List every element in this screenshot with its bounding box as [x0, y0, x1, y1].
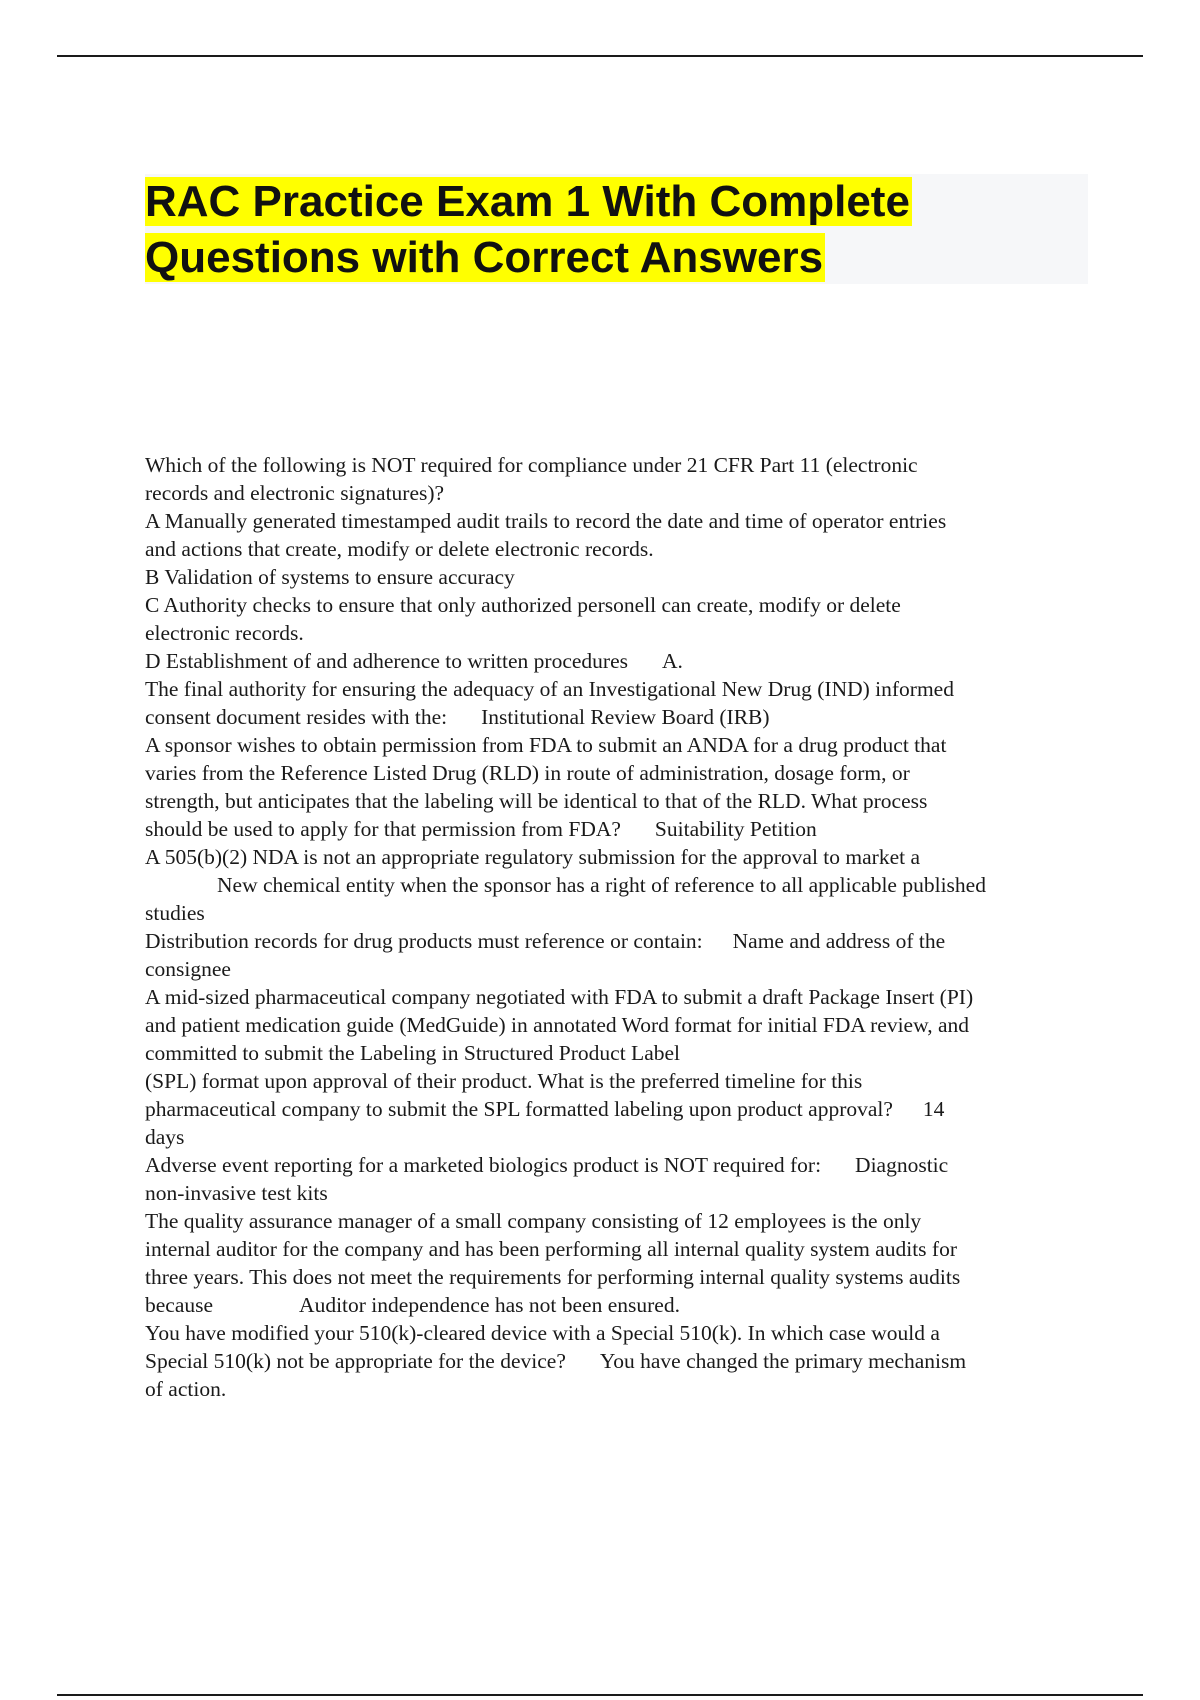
text-line: three years. This does not meet the requirements for performing internal quality systems audits — [145, 1265, 961, 1289]
answer-text: New chemical entity when the sponsor has a right of reference to all applicable published — [217, 873, 986, 897]
title-line-2: Questions with Correct Answers — [145, 233, 824, 282]
answer-text: 14 — [922, 1097, 945, 1121]
answer-text: Institutional Review Board (IRB) — [481, 705, 770, 729]
text-line: Distribution records for drug products must reference or contain: Name and address of the — [145, 929, 946, 953]
text-line: varies from the Reference Listed Drug (RLD) in route of administration, dosage form, or — [145, 761, 910, 785]
text-line: and patient medication guide (MedGuide) in annotated Word format for initial FDA review, and — [145, 1013, 970, 1037]
text-line — [145, 1123, 1095, 1151]
answer-text: consignee — [145, 957, 231, 981]
text-line: B Validation of systems to ensure accuracy — [145, 565, 515, 589]
text-line: should be used to apply for that permission from FDA? Suitability Petition — [145, 817, 817, 841]
text-line: strength, but anticipates that the labeling will be identical to that of the RLD. What process — [145, 789, 928, 813]
text-line: and actions that create, modify or delete electronic records. — [145, 537, 654, 561]
text-line — [145, 1375, 1095, 1403]
answer-text: of action. — [145, 1377, 227, 1401]
answer-text: Diagnostic — [855, 1153, 949, 1177]
text-line: The final authority for ensuring the adequacy of an Investigational New Drug (IND) informed — [145, 677, 954, 701]
answer-text: Name and address of the — [732, 929, 946, 953]
answer-text: studies — [145, 901, 205, 925]
answer-text: A. — [661, 649, 683, 673]
text-line — [145, 871, 1095, 899]
text-line: Which of the following is NOT required for compliance under 21 CFR Part 11 (electronic — [145, 453, 918, 477]
text-line: internal auditor for the company and has been performing all internal quality system audits for — [145, 1237, 957, 1261]
text-line: electronic records. — [145, 621, 304, 645]
text-line: Special 510(k) not be appropriate for the device? You have changed the primary mechanism — [145, 1349, 967, 1373]
answer-text: Auditor independence has not been ensured. — [299, 1293, 680, 1317]
title-line-1: RAC Practice Exam 1 With Complete — [145, 177, 910, 226]
text-line — [145, 899, 1095, 927]
document-body — [145, 451, 1095, 1403]
text-line: A Manually generated timestamped audit trails to record the date and time of operator entries — [145, 509, 947, 533]
text-line: C Authority checks to ensure that only authorized personell can create, modify or delete — [145, 593, 901, 617]
text-line: Adverse event reporting for a marketed biologics product is NOT required for: Diagnostic — [145, 1153, 949, 1177]
answer-text: non-invasive test kits — [145, 1181, 328, 1205]
text-line: records and electronic signatures)? — [145, 481, 445, 505]
page-title — [145, 174, 1088, 286]
top-rule — [57, 55, 1143, 57]
text-line: committed to submit the Labeling in Structured Product Label — [145, 1041, 681, 1065]
text-line: D Establishment of and adherence to written procedures A. — [145, 649, 683, 673]
text-line — [145, 1179, 1095, 1207]
title-block — [145, 174, 1088, 284]
text-line: A 505(b)(2) NDA is not an appropriate regulatory submission for the approval to market a — [145, 845, 921, 869]
text-line — [145, 955, 1095, 983]
text-line: pharmaceutical company to submit the SPL formatted labeling upon product approval? 14 — [145, 1097, 945, 1121]
text-line: A mid-sized pharmaceutical company negotiated with FDA to submit a draft Package Insert (PI) — [145, 985, 974, 1009]
text-line: A sponsor wishes to obtain permission from FDA to submit an ANDA for a drug product that — [145, 733, 947, 757]
bottom-rule — [57, 1694, 1143, 1696]
text-line: consent document resides with the: Institutional Review Board (IRB) — [145, 705, 770, 729]
text-line: You have modified your 510(k)-cleared device with a Special 510(k). In which case would a — [145, 1321, 940, 1345]
text-line: because Auditor independence has not been ensured. — [145, 1293, 680, 1317]
text-line: The quality assurance manager of a small company consisting of 12 employees is the only — [145, 1209, 922, 1233]
text-line: (SPL) format upon approval of their product. What is the preferred timeline for this — [145, 1069, 863, 1093]
answer-text: Suitability Petition — [654, 817, 817, 841]
answer-text: You have changed the primary mechanism — [599, 1349, 967, 1373]
answer-text: days — [145, 1125, 185, 1149]
